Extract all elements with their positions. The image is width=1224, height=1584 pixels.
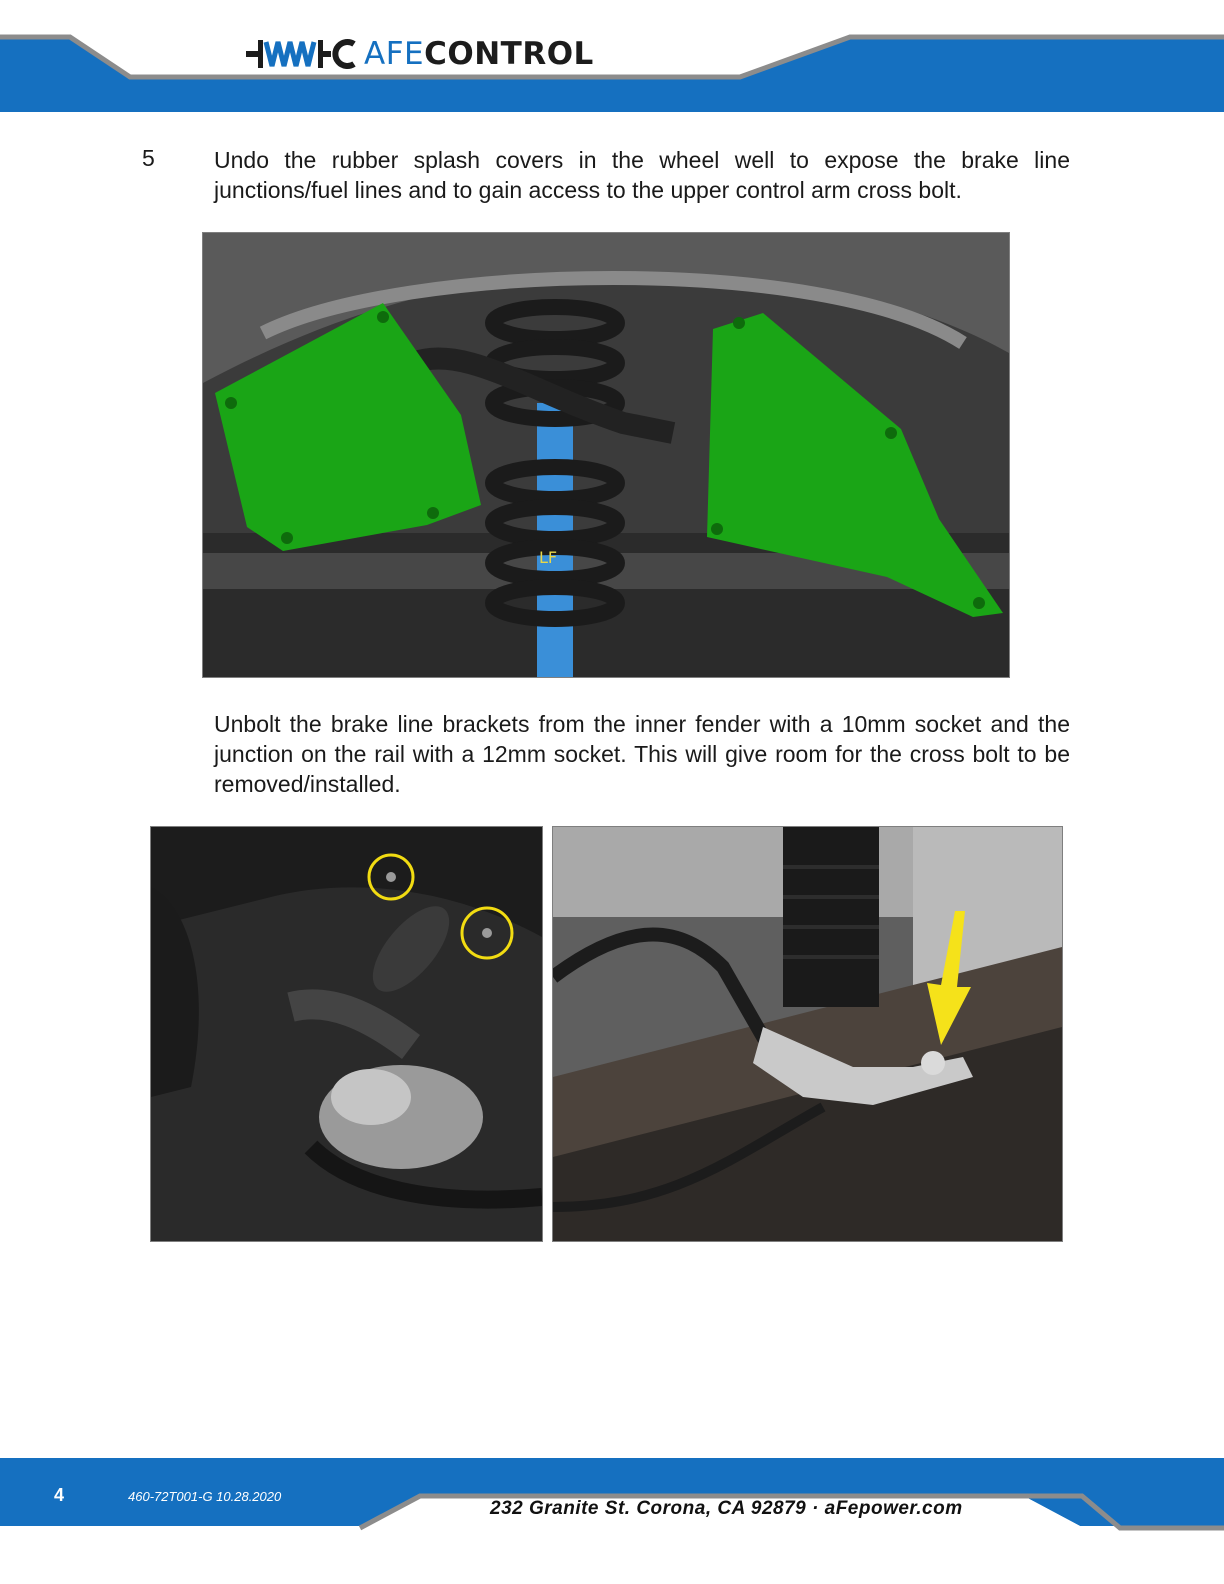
document-code: 460-72T001-G 10.28.2020 xyxy=(128,1489,282,1504)
header-band xyxy=(0,0,1224,120)
fender-brackets-photo xyxy=(150,826,543,1242)
company-address: 232 Granite St. Corona, CA 92879 · aFepower.com xyxy=(490,1498,963,1519)
rail-junction-photo xyxy=(552,826,1063,1242)
afe-control-logo-icon xyxy=(246,36,358,72)
logo-text-control: CONTROL xyxy=(424,36,594,72)
wheel-well-photo xyxy=(202,232,1010,678)
logo-text-afe: AFE xyxy=(364,36,425,72)
page-number: 4 xyxy=(54,1485,65,1505)
step-number: 5 xyxy=(142,145,155,171)
brand-logo[interactable] xyxy=(246,34,594,74)
footer-band xyxy=(0,1458,1224,1584)
step-followup: Unbolt the brake line brackets from the inner fender with a 10mm socket and the junction on the rail with a 12mm socket. This will give room for the cross bolt to be removed/installed. xyxy=(214,711,1070,797)
lf-marking: LF xyxy=(539,548,558,567)
step-instruction: Undo the rubber splash covers in the wheel well to expose the brake line junctions/fuel lines and to gain access to the upper control arm cross bolt. xyxy=(214,147,1070,203)
